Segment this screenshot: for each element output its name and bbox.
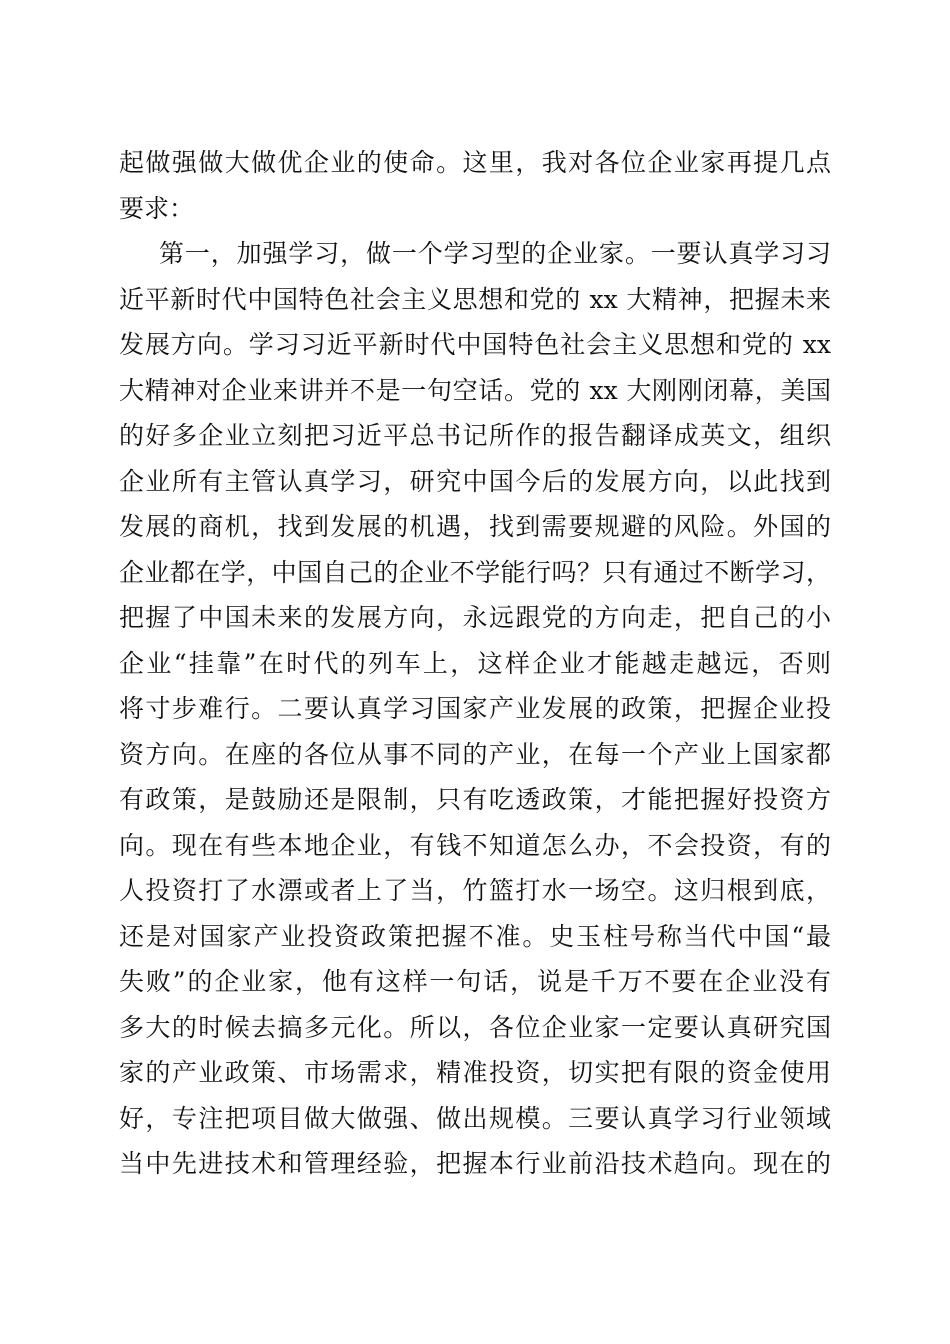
text-line: 将寸步难行。二要认真学习国家产业发展的政策，把握企业投 [119,694,831,723]
text-line: 企业所有主管认真学习，研究中国今后的发展方向，以此找到 [119,466,831,496]
text-line: 多大的时候去搞多元化。所以，各位企业家一定要认真研究国 [119,1012,831,1042]
text-line: 近平新时代中国特色社会主义思想和党的 xx 大精神，把握未来 [119,284,831,314]
text-line: 还是对国家产业投资政策把握不准。史玉柱号称当代中国“最 [119,921,831,951]
text-line: 好，专注把项目做大做强、做出规模。三要认真学习行业领域 [119,1103,831,1133]
text-line: 有政策，是鼓励还是限制，只有吃透政策，才能把握好投资方 [119,785,831,814]
text-line: 要求： [119,193,195,223]
text-line: 当中先进技术和管理经验，把握本行业前沿技术趋向。现在的 [119,1149,831,1178]
paragraph-start-line: 第一，加强学习，做一个学习型的企业家。一要认真学习习 [159,239,831,268]
text-line: 把握了中国未来的发展方向，永远跟党的方向走，把自己的小 [119,603,831,632]
text-line: 人投资打了水漂或者上了当，竹篮打水一场空。这归根到底， [119,876,831,905]
text-line: 企业“挂靠”在时代的列车上，这样企业才能越走越远，否则 [119,648,831,678]
text-line: 起做强做大做优企业的使命。这里，我对各位企业家再提几点 [119,148,831,177]
text-line: 大精神对企业来讲并不是一句空话。党的 xx 大刚刚闭幕，美国 [119,375,831,405]
text-line: 企业都在学，中国自己的企业不学能行吗？只有通过不断学习， [119,557,831,587]
text-line: 发展方向。学习习近平新时代中国特色社会主义思想和党的 xx [119,330,831,359]
text-line: 的好多企业立刻把习近平总书记所作的报告翻译成英文，组织 [119,421,831,450]
text-line: 失败”的企业家，他有这样一句话，说是千万不要在企业没有 [119,967,831,996]
text-line: 向。现在有些本地企业，有钱不知道怎么办，不会投资，有的 [119,830,831,860]
text-line: 资方向。在座的各位从事不同的产业，在每一个产业上国家都 [119,739,831,769]
text-line: 家的产业政策、市场需求，精准投资，切实把有限的资金使用 [119,1058,831,1087]
body-text [119,140,831,1187]
text-line: 发展的商机，找到发展的机遇，找到需要规避的风险。外国的 [119,512,831,541]
